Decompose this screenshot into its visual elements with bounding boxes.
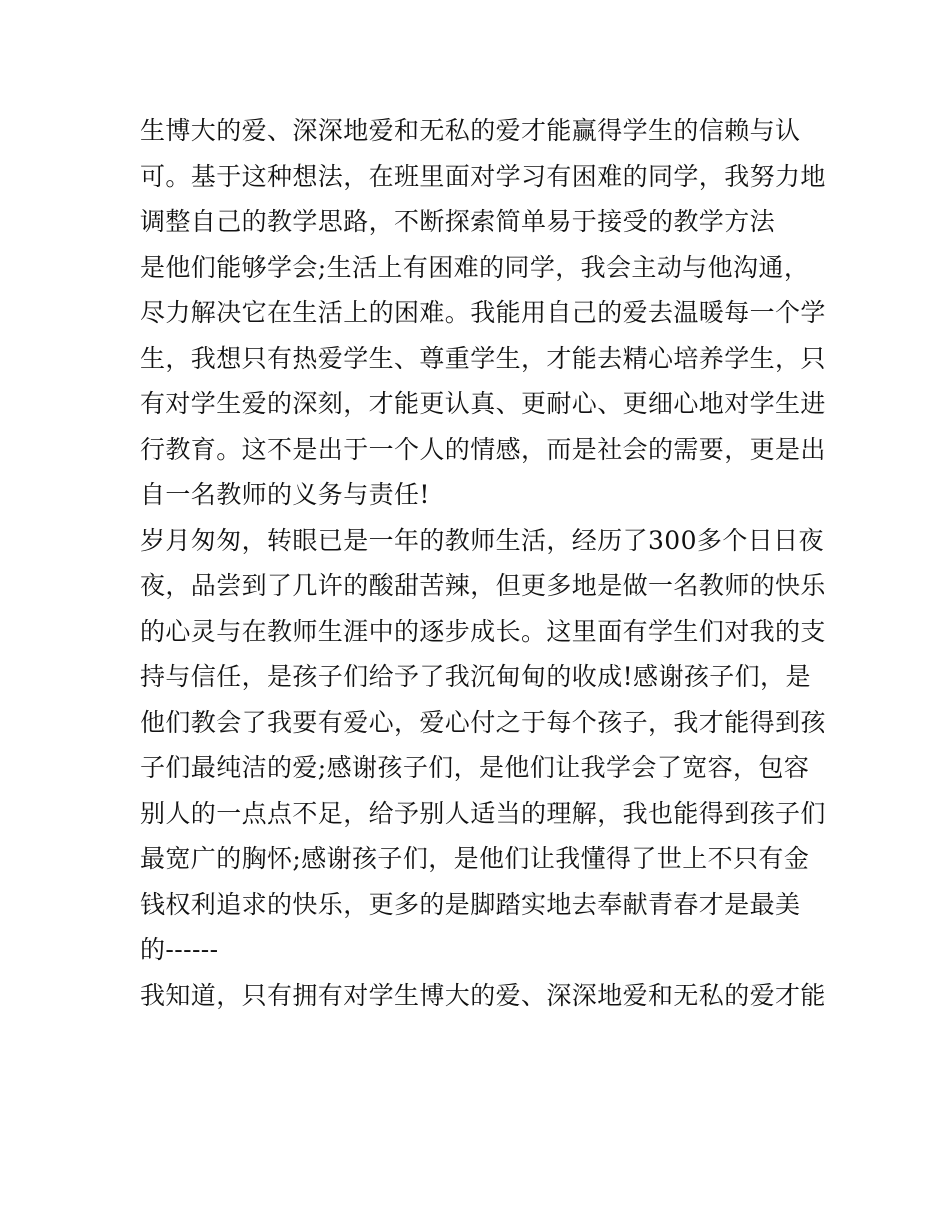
text-line: 生博大的爱、深深地爱和无私的爱才能赢得学生的信赖与认 (140, 116, 801, 145)
text-line: 调整自己的教学思路，不断探索简单易于接受的教学方法 (140, 207, 776, 236)
text-line: 子们最纯洁的爱;感谢孩子们，是他们让我学会了宽容，包容 (140, 753, 810, 782)
text-line: 别人的一点点不足，给予别人适当的理解，我也能得到孩子们 (140, 798, 826, 828)
text-line: 的------ (140, 935, 219, 964)
text-line: 行教育。这不是出于一个人的情感，而是社会的需要，更是出 (140, 434, 826, 464)
text-line: 持与信任，是孩子们给予了我沉甸甸的收成!感谢孩子们，是 (140, 662, 811, 691)
text-line: 最宽广的胸怀;感谢孩子们，是他们让我懂得了世上不只有金 (140, 844, 810, 873)
text-line: 的心灵与在教师生涯中的逐步成长。这里面有学生们对我的支 (140, 616, 826, 646)
text-line: 尽力解决它在生活上的困难。我能用自己的爱去温暖每一个学 (140, 298, 826, 327)
text-line: 是他们能够学会;生活上有困难的同学，我会主动与他沟通， (140, 252, 810, 282)
text-line: 钱权利追求的快乐，更多的是脚踏实地去奉献青春才是最美 (140, 889, 801, 919)
document-body (140, 108, 830, 1018)
text-line: 可。基于这种想法，在班里面对学习有困难的同学，我努力地 (140, 161, 826, 191)
text-line: 他们教会了我要有爱心，爱心付之于每个孩子，我才能得到孩 (140, 707, 826, 737)
text-line: 我知道，只有拥有对学生博大的爱、深深地爱和无私的爱才能 (140, 980, 826, 1010)
text-line: 岁月匆匆，转眼已是一年的教师生活，经历了300多个日日夜 (140, 525, 824, 555)
text-line: 生，我想只有热爱学生、尊重学生，才能去精心培养学生，只 (140, 343, 826, 373)
text-line: 自一名教师的义务与责任! (140, 480, 430, 509)
text-line: 夜，品尝到了几许的酸甜苦辣，但更多地是做一名教师的快乐 (140, 571, 826, 600)
text-line: 有对学生爱的深刻，才能更认真、更耐心、更细心地对学生进 (140, 389, 826, 418)
